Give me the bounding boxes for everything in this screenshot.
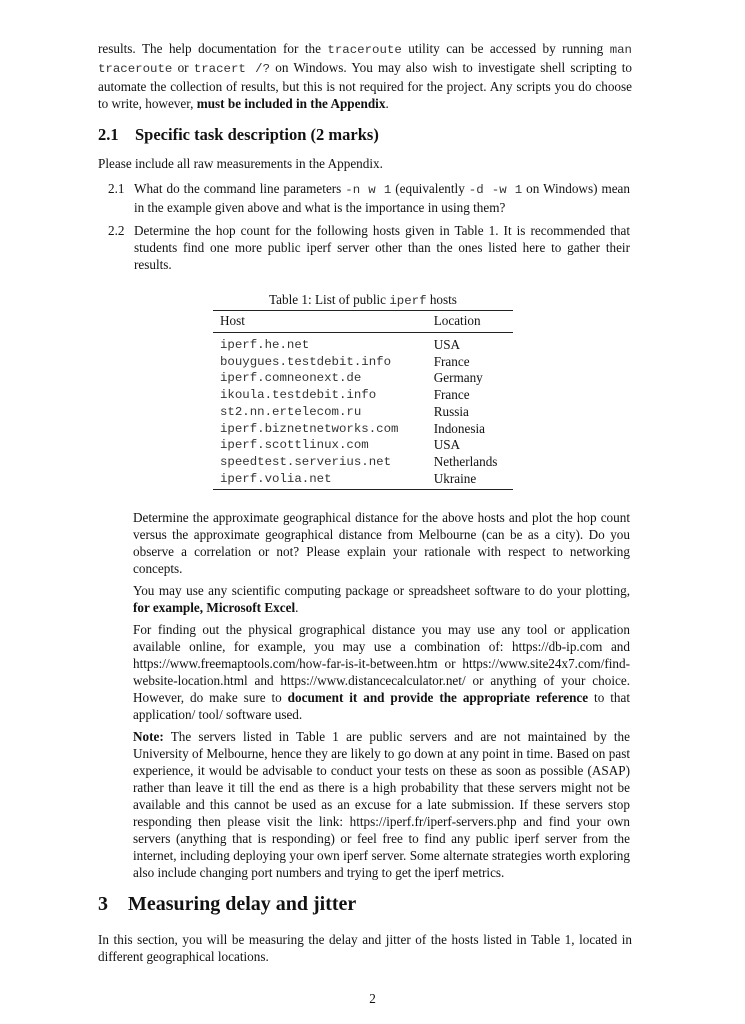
tools-paragraph bbox=[133, 621, 630, 723]
host-cell: iperf.biznetnetworks.com bbox=[220, 421, 399, 436]
plotting-end: . bbox=[295, 600, 299, 615]
section-title: Measuring delay and jitter bbox=[128, 893, 357, 915]
intro-code-traceroute: traceroute bbox=[327, 43, 402, 57]
intro-text-2: utility can be accessed by running bbox=[401, 41, 610, 56]
tools-end: to that application/ tool/ software used. bbox=[133, 690, 630, 722]
section-2-1-lead: Please include all raw measurements in the Appendix. bbox=[98, 156, 383, 171]
hosts-table bbox=[213, 310, 513, 490]
item-text-2: (equivalently bbox=[391, 181, 469, 196]
host-cell: bouygues.testdebit.info bbox=[220, 354, 392, 369]
list-item-2-1 bbox=[108, 180, 630, 216]
location-cell: Ukraine bbox=[433, 470, 477, 486]
table-row bbox=[213, 454, 513, 471]
intro-text-3: or bbox=[172, 60, 194, 75]
page-number: 2 bbox=[369, 991, 376, 1006]
item-text-1: What do the command line parameters bbox=[134, 181, 346, 196]
section-number: 3 bbox=[98, 893, 108, 915]
header-host: Host bbox=[213, 311, 427, 333]
header-location: Location bbox=[427, 311, 513, 333]
plotting-bold: for example, Microsoft Excel bbox=[133, 600, 296, 615]
section-3-paragraph: In this section, you will be measuring the delay and jitter of the hosts listed in Table 1, located in different geographical locations. bbox=[98, 932, 632, 964]
host-cell: ikoula.testdebit.info bbox=[220, 388, 377, 403]
item-body: Determine the hop count for the following hosts given in Table 1. It is recommended that students find one more public iperf server other than the ones listed here to gather their results. bbox=[134, 223, 630, 272]
section-title: Specific task description (2 marks) bbox=[135, 125, 379, 144]
table-row bbox=[213, 437, 513, 454]
section-number: 2.1 bbox=[98, 125, 119, 144]
host-cell: iperf.scottlinux.com bbox=[220, 438, 369, 453]
intro-code-man: man traceroute bbox=[98, 43, 632, 76]
hosts-table-figure bbox=[213, 291, 513, 490]
caption-code: iperf bbox=[389, 294, 427, 308]
table-row bbox=[213, 421, 513, 438]
location-cell: Russia bbox=[433, 403, 469, 419]
plotting-text: You may use any scientific computing package or spreadsheet software to do your plotting, bbox=[133, 583, 630, 598]
location-cell: France bbox=[433, 353, 470, 369]
table-header-row bbox=[213, 311, 513, 333]
note-paragraph bbox=[133, 728, 630, 881]
item-text-3: on Windows) mean in the example given above and what is the importance in using them? bbox=[134, 181, 631, 215]
location-cell: Indonesia bbox=[433, 420, 485, 436]
intro-bold: must be included in the Appendix bbox=[196, 96, 386, 111]
caption-suffix: hosts bbox=[426, 292, 457, 307]
intro-text-4: on Windows. You may also wish to investigate shell scripting to automate the collection of results, but this is not required for the project. Any scripts you do choose to write, however, bbox=[98, 60, 632, 111]
item-number: 2.2 bbox=[108, 223, 125, 238]
table-row bbox=[213, 370, 513, 387]
plotting-paragraph bbox=[133, 582, 630, 616]
location-cell: Netherlands bbox=[433, 453, 498, 469]
list-item-2-2 bbox=[108, 222, 630, 273]
host-cell: iperf.volia.net bbox=[220, 471, 332, 486]
distance-paragraph: Determine the approximate geographical distance for the above hosts and plot the hop count versus the approximate geographical distance from Melbourne (can be as a city). Do you observe a correlation or not? Please explain your rationale with respect to networking concepts. bbox=[133, 510, 630, 576]
task-details bbox=[133, 509, 630, 886]
item-body bbox=[134, 180, 630, 216]
location-cell: France bbox=[433, 387, 470, 403]
table-row bbox=[213, 404, 513, 421]
item-code-1: -n w 1 bbox=[345, 183, 392, 197]
table-row bbox=[213, 354, 513, 371]
intro-text-5: . bbox=[385, 96, 389, 111]
intro-text-1: results. The help documentation for the bbox=[98, 41, 328, 56]
item-code-2: -d -w 1 bbox=[468, 183, 523, 197]
note-text: The servers listed in Table 1 are public servers and are not maintained by the University of Melbourne, hence they are likely to go down at any point in time. Based on past experience, it would be advisable to conduct your tests on these as soon as possible (ASAP) rather than leave it till the end as there is a high probability that these servers might not be available and this cannot be used as an excuse for a late submission. If these servers stop responding then please visit the link: https://iperf.fr/iperf-servers.php and find your own servers (anything that is responding) or feel free to find any public iperf server from the internet, including deploying your own iperf server. Some alternate strategies worth exploring also include changing port numbers and trying to get the iperf metrics. bbox=[133, 729, 630, 880]
item-number: 2.1 bbox=[108, 181, 125, 196]
table-caption bbox=[213, 291, 513, 310]
location-cell: USA bbox=[433, 437, 461, 453]
table-row bbox=[213, 387, 513, 404]
location-cell: Germany bbox=[433, 370, 483, 386]
section-2-1-heading bbox=[98, 126, 379, 143]
table-row bbox=[213, 471, 513, 490]
intro-code-tracert: tracert /? bbox=[193, 62, 271, 76]
caption-prefix: Table 1: List of public bbox=[269, 292, 390, 307]
tools-bold: document it and provide the appropriate reference bbox=[287, 690, 589, 705]
tools-text: For finding out the physical grographical distance you may use any tool or application available online, for example, you may use a combination of: https://db-ip.com and https://www.freemaptools.com/how-far-is-it-between.htm or https://www.site24x7.com/find-website-location.html and https://www.distancecalculator.net/ or anything of your choice. However, do make sure to bbox=[133, 622, 630, 705]
intro-paragraph bbox=[98, 40, 632, 112]
table-row bbox=[213, 333, 513, 354]
host-cell: speedtest.serverius.net bbox=[220, 454, 392, 469]
host-cell: iperf.comneonext.de bbox=[220, 371, 362, 386]
host-cell: st2.nn.ertelecom.ru bbox=[220, 404, 362, 419]
location-cell: USA bbox=[433, 337, 461, 352]
host-cell: iperf.he.net bbox=[220, 338, 310, 352]
section-3-heading bbox=[98, 893, 357, 915]
note-label: Note: bbox=[133, 729, 164, 744]
